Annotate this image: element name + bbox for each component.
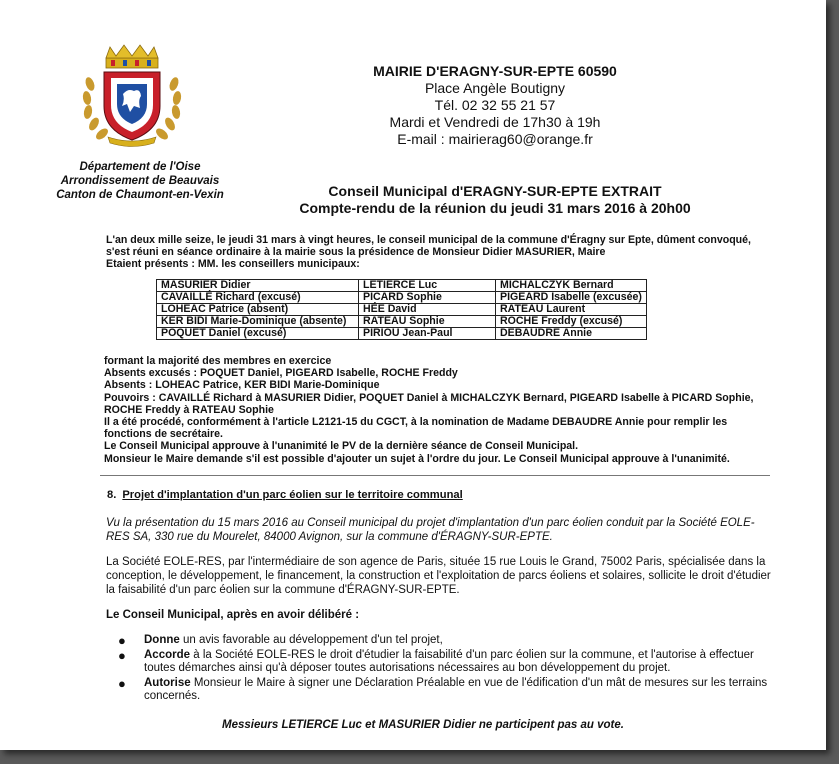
- mairie-email: E-mail : mairierag60@orange.fr: [397, 131, 593, 147]
- excused-line: Absents excusés : POQUET Daniel, PIGEARD Isabelle, ROCHE Freddy: [104, 367, 458, 380]
- decision-verb: Accorde: [144, 648, 191, 661]
- department-line: Département de l'Oise: [79, 161, 201, 173]
- majority-line: formant la majorité des membres en exercice: [104, 355, 332, 367]
- agenda-item-title: Projet d'implantation d'un parc éolien sur le territoire communal: [122, 489, 463, 501]
- vu-paragraph: Vu la présentation du 15 mars 2016 au Conseil municipal du projet d'implantation d'un parc éolien conduit par la Société EOLE-RES SA, 330 rue du Mourelet, 84000 Avignon, sur la commune d'ÉRAGNY-SUR-EPTE.: [106, 517, 755, 543]
- mairie-phone: Tél. 02 32 55 21 57: [434, 97, 556, 113]
- table-cell: POQUET Daniel (excusé): [157, 328, 359, 340]
- council-subtitle: Compte-rendu de la réunion du jeudi 31 mars 2016 à 20h00: [299, 200, 691, 216]
- table-cell: PICARD Sophie: [359, 292, 496, 304]
- bullet-icon: ●: [118, 633, 126, 648]
- table-cell: DEBAUDRE Annie: [496, 328, 647, 340]
- list-item: [112, 677, 772, 704]
- proxies-line: Pouvoirs : CAVAILLÉ Richard à MASURIER Didier, POQUET Daniel à MICHALCZYK Bernard, PIGEARD Isabelle à PICARD Sophie, ROCHE Freddy à RATEAU Sophie: [104, 391, 754, 416]
- table-cell: LETIERCE Luc: [359, 280, 496, 292]
- mairie-hours: Mardi et Vendredi de 17h30 à 19h: [389, 114, 601, 130]
- table-row: [157, 316, 647, 328]
- list-item: [112, 634, 772, 648]
- societe-paragraph: La Société EOLE-RES, par l'intermédiaire de son agence de Paris, située 15 rue Louis le Grand, 75002 Paris, spécialisée dans la conception, le développement, le financement, la construction et l'exploitation de parcs éoliens et solaires, sollicite le droit d'étudier la faisabilité d'un parc éolien sur la commune d'ÉRAGNY-SUR-EPTE.: [106, 556, 771, 596]
- table-row: [157, 292, 647, 304]
- table-cell: MICHALCZYK Bernard: [496, 280, 647, 292]
- decision-text: un avis favorable au développement d'un tel projet,: [179, 634, 443, 646]
- agenda-item-number: 8.: [107, 489, 117, 501]
- mairie-address: Place Angèle Boutigny: [424, 80, 566, 96]
- vote-note: Messieurs LETIERCE Luc et MASURIER Didier ne participent pas au vote.: [222, 719, 624, 731]
- deliberation-line: Le Conseil Municipal, après en avoir délibéré :: [106, 609, 360, 621]
- list-item: [112, 649, 772, 676]
- table-cell: RATEAU Laurent: [496, 304, 647, 316]
- table-row: [157, 304, 647, 316]
- table-cell: CAVAILLÉ Richard (excusé): [157, 292, 359, 304]
- table-cell: KER BIDI Marie-Dominique (absente): [157, 316, 359, 328]
- council-heading: [250, 183, 740, 217]
- table-cell: ROCHE Freddy (excusé): [496, 316, 647, 328]
- arrondissement-line: Arrondissement de Beauvais: [60, 175, 220, 187]
- table-cell: RATEAU Sophie: [359, 316, 496, 328]
- mairie-title: MAIRIE D'ERAGNY-SUR-EPTE 60590: [373, 63, 617, 79]
- secretary-line: Il a été procédé, conformément à l'article L2121-15 du CGCT, à la nomination de Madame DEBAUDRE Annie pour remplir les fonctions de secrétaire.: [104, 416, 728, 441]
- absent-line: Absents : LOHEAC Patrice, KER BIDI Marie-Dominique: [104, 379, 380, 392]
- canton-line: Canton de Chaumont-en-Vexin: [56, 189, 224, 201]
- table-cell: PIRIOU Jean-Paul: [359, 328, 496, 340]
- decision-verb: Autorise: [144, 676, 191, 689]
- decision-text: à la Société EOLE-RES le droit d'étudier la faisabilité d'un parc éolien sur la commune, et l'autorise à effectuer toutes démarches ainsi qu'à déposer toutes autorisations nécessaires au bon développement du projet.: [144, 648, 754, 674]
- decisions-list: [112, 634, 772, 705]
- intro-paragraph: L'an deux mille seize, le jeudi 31 mars à vingt heures, le conseil municipal de la commune d'Éragny sur Epte, dûment convoqué, s'est réuni en séance ordinaire à la mairie sous la présidence de Monsieur Didier MASURIER, Maire: [106, 234, 751, 259]
- decision-verb: Donne: [144, 634, 180, 646]
- intro-block: [106, 234, 771, 271]
- present-label: Etaient présents : MM. les conseillers municipaux:: [106, 258, 360, 271]
- crown-icon: [106, 45, 158, 68]
- agenda-item-heading: [107, 489, 463, 501]
- council-title: Conseil Municipal d'ERAGNY-SUR-EPTE EXTRAIT: [328, 183, 662, 199]
- agenda-line: Monsieur le Maire demande s'il est possible d'ajouter un sujet à l'ordre du jour. Le Conseil Municipal approuve à l'unanimité.: [104, 452, 730, 465]
- table-cell: LOHEAC Patrice (absent): [157, 304, 359, 316]
- table-row: [157, 328, 647, 340]
- department-block: [40, 160, 240, 202]
- members-table: [156, 279, 647, 340]
- table-cell: MASURIER Didier: [157, 280, 359, 292]
- decision-text: Monsieur le Maire à signer une Déclaration Préalable en vue de l'édification d'un mât de mesures sur les terrains concernés.: [144, 676, 768, 702]
- bullet-icon: ●: [118, 675, 126, 691]
- divider: [100, 475, 770, 476]
- pv-approval-line: Le Conseil Municipal approuve à l'unanimité le PV de la dernière séance de Conseil Municipal.: [104, 440, 579, 453]
- table-cell: PIGEARD Isabelle (excusée): [496, 292, 647, 304]
- bullet-icon: ●: [118, 647, 126, 663]
- mairie-header: [330, 63, 660, 148]
- coat-of-arms-icon: [78, 44, 186, 148]
- attendance-notes: [104, 355, 764, 465]
- table-cell: HÉE David: [359, 304, 496, 316]
- table-row: [157, 280, 647, 292]
